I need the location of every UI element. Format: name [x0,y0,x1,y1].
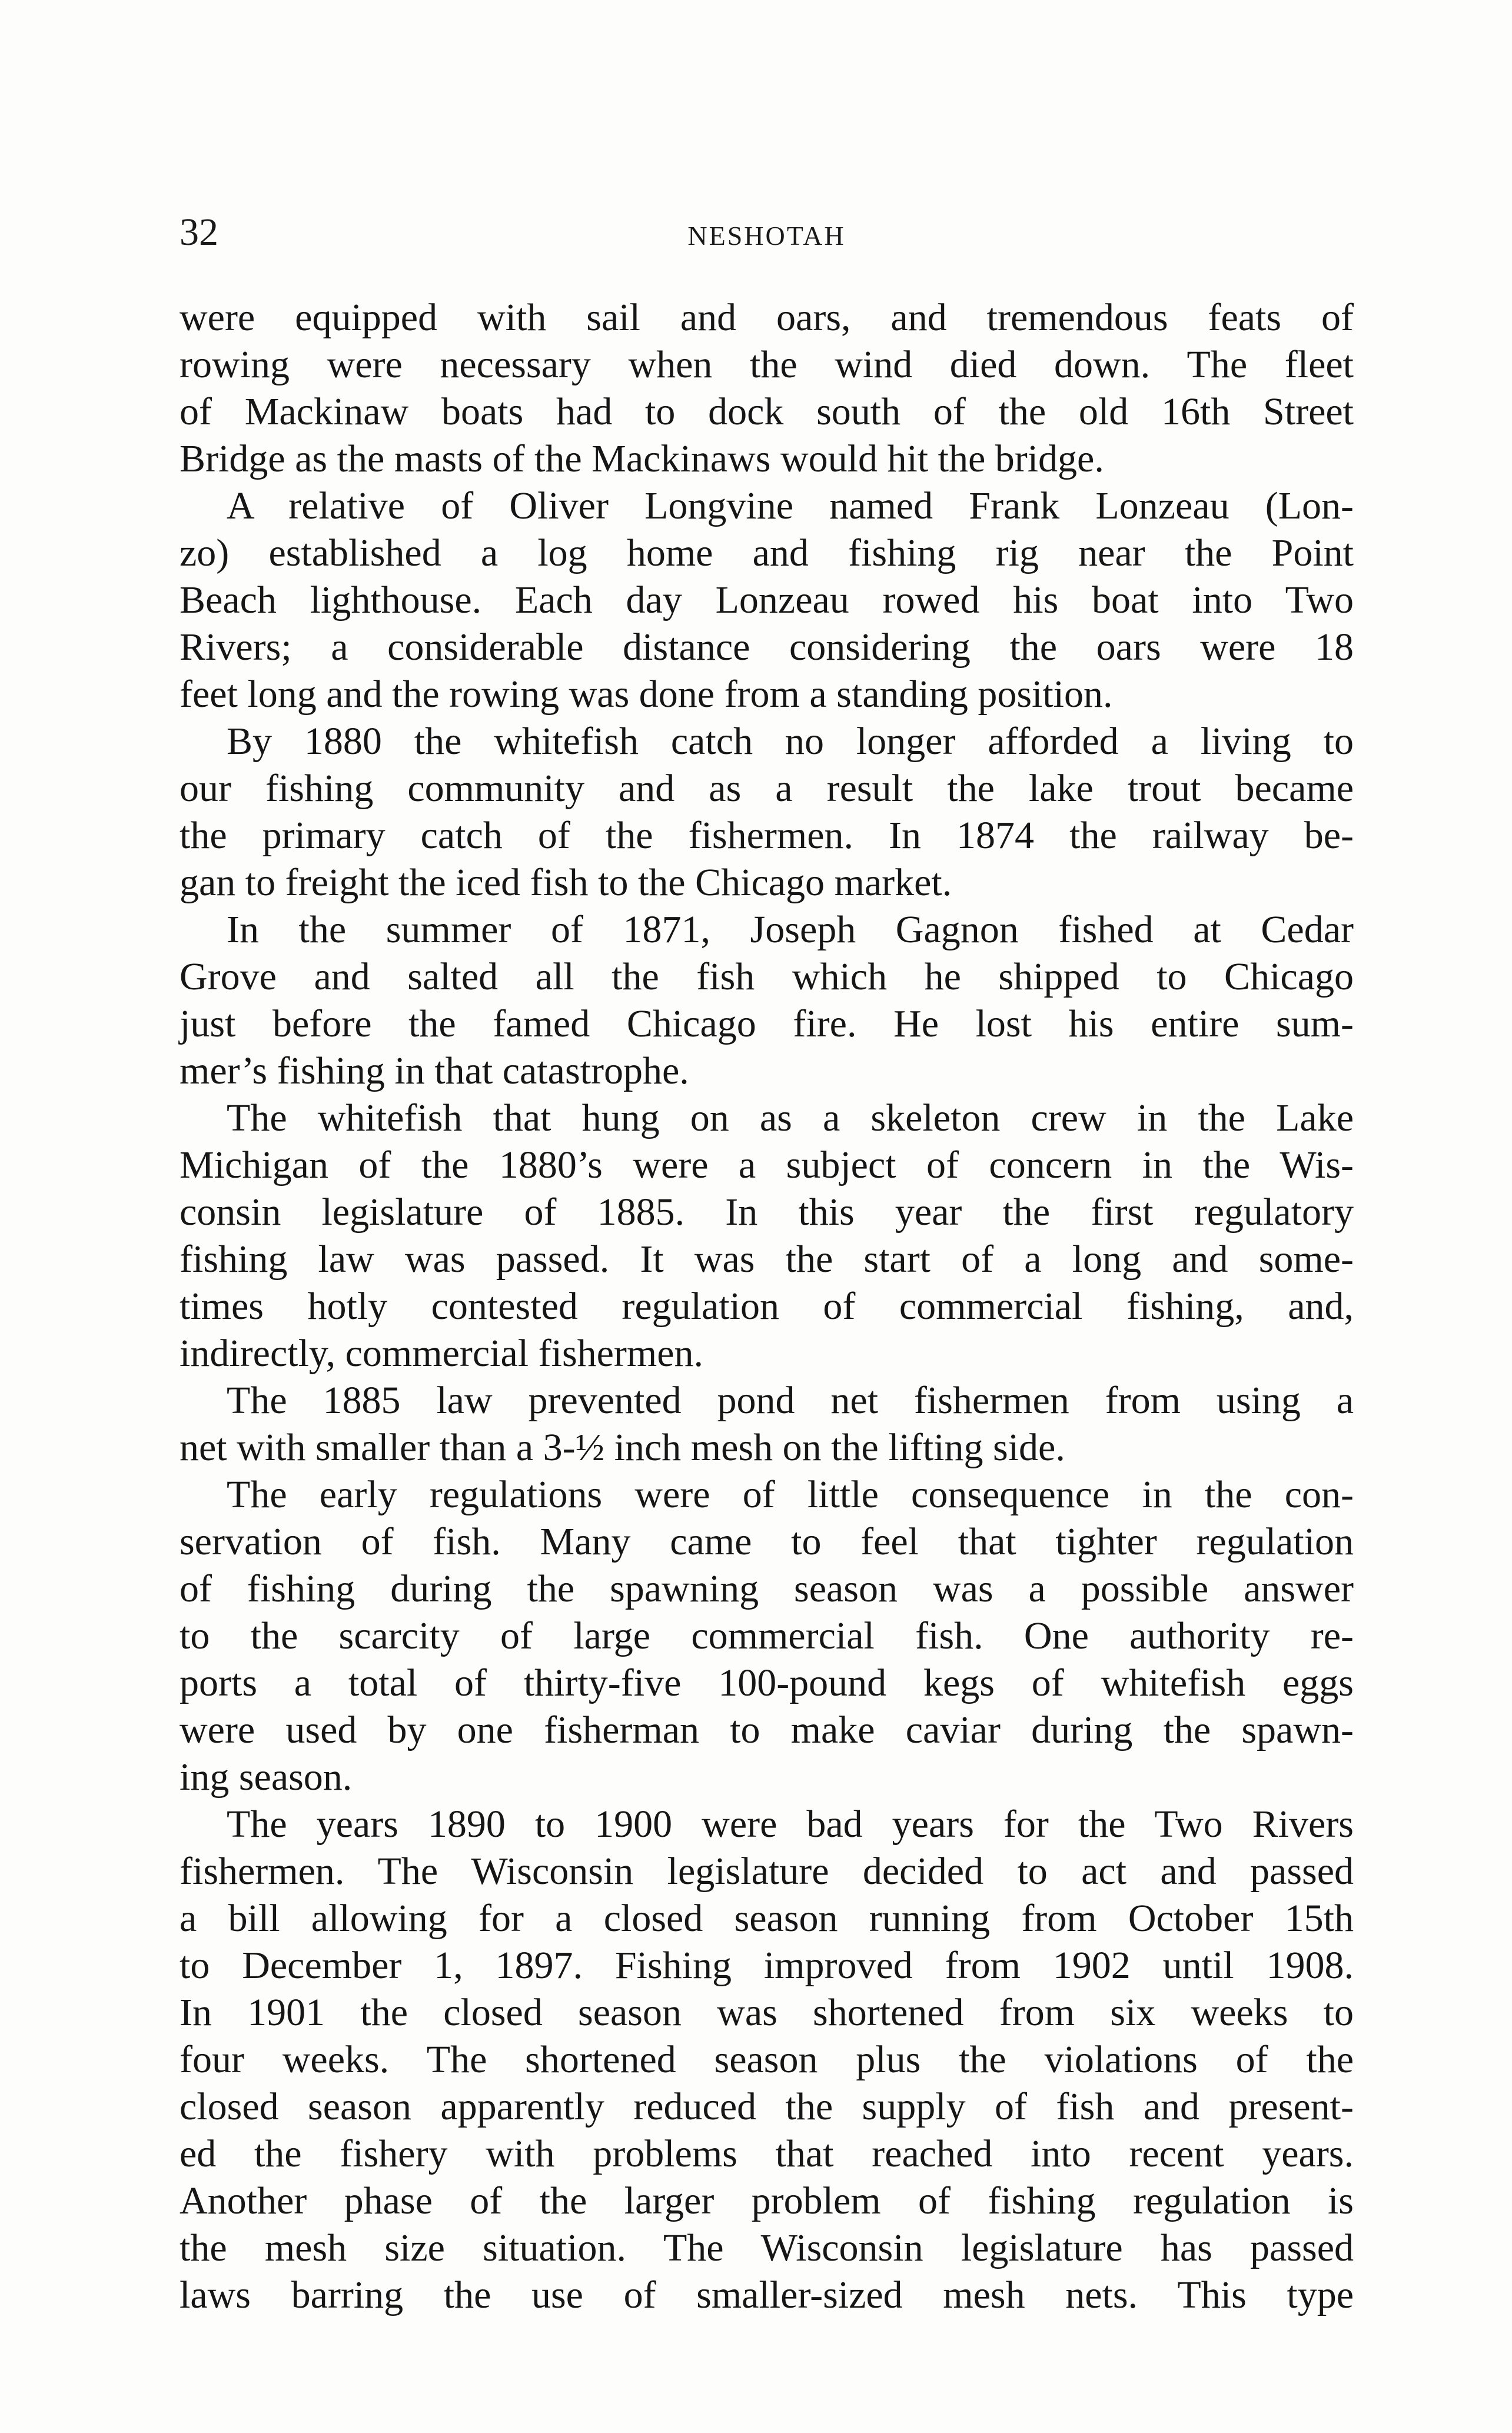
text-line: consin legislature of 1885. In this year the first regulatory [180,1191,1354,1234]
text-line: In the summer of 1871, Joseph Gagnon fished at Cedar [227,908,1354,951]
text-line: just before the famed Chicago fire. He lost his entire sum- [180,1002,1354,1045]
text-line: The 1885 law prevented pond net fishermen from using a [227,1379,1354,1422]
text-line: Grove and salted all the fish which he shipped to Chicago [180,955,1354,998]
text-line: Michigan of the 1880’s were a subject of concern in the Wis- [180,1144,1354,1186]
text-line: indirectly, commercial fishermen. [180,1332,704,1375]
text-line: times hotly contested regulation of commercial fishing, and, [180,1285,1354,1328]
page-header [180,209,1354,256]
text-line: to December 1, 1897. Fishing improved from 1902 until 1908. [180,1944,1354,1987]
text-line: the primary catch of the fishermen. In 1874 the railway be- [180,814,1354,857]
text-line: net with smaller than a 3-½ inch mesh on the lifting side. [180,1426,1065,1469]
page-number: 32 [180,211,218,254]
text-line: rowing were necessary when the wind died down. The fleet [180,343,1354,386]
text-line: In 1901 the closed season was shortened from six weeks to [180,1991,1354,2034]
text-line: ing season. [180,1756,353,1799]
text-line: fishermen. The Wisconsin legislature decided to act and passed [180,1850,1354,1893]
text-line: mer’s fishing in that catastrophe. [180,1049,689,1092]
text-line: the mesh size situation. The Wisconsin legislature has passed [180,2226,1354,2269]
text-line: The years 1890 to 1900 were bad years for the Two Rivers [227,1803,1354,1846]
text-line: were used by one fisherman to make caviar during the spawn- [180,1709,1354,1751]
text-line: servation of fish. Many came to feel that tighter regulation [180,1520,1354,1563]
text-line: laws barring the use of smaller-sized mesh nets. This type [180,2274,1354,2316]
text-line: were equipped with sail and oars, and tremendous feats of [180,296,1354,339]
text-line: The whitefish that hung on as a skeleton crew in the Lake [227,1096,1354,1139]
text-line: fishing law was passed. It was the start of a long and some- [180,1238,1354,1281]
text-line: ed the fishery with problems that reached into recent years. [180,2132,1354,2175]
text-line: a bill allowing for a closed season running from October 15th [180,1897,1354,1940]
text-line: Beach lighthouse. Each day Lonzeau rowed his boat into Two [180,579,1354,621]
text-line: Rivers; a considerable distance considering the oars were 18 [180,626,1354,669]
text-line: The early regulations were of little consequence in the con- [227,1473,1354,1516]
running-head: NESHOTAH [687,221,846,251]
text-line: ports a total of thirty-five 100-pound kegs of whitefish eggs [180,1661,1354,1704]
body-text [180,294,1354,2319]
text-line: By 1880 the whitefish catch no longer afforded a living to [227,720,1354,763]
text-line: of fishing during the spawning season was a possible answer [180,1567,1354,1610]
text-line: gan to freight the iced fish to the Chicago market. [180,861,952,904]
text-line: of Mackinaw boats had to dock south of the old 16th Street [180,390,1354,433]
text-line: zo) established a log home and fishing rig near the Point [180,531,1354,574]
text-line: Another phase of the larger problem of fishing regulation is [180,2179,1354,2222]
text-line: A relative of Oliver Longvine named Frank Lonzeau (Lon- [227,484,1354,527]
text-line: to the scarcity of large commercial fish. One authority re- [180,1614,1354,1657]
text-line: closed season apparently reduced the supply of fish and present- [180,2085,1354,2128]
text-line: feet long and the rowing was done from a standing position. [180,673,1113,716]
text-line: Bridge as the masts of the Mackinaws would hit the bridge. [180,437,1104,480]
text-line: our fishing community and as a result the lake trout became [180,767,1354,810]
text-line: four weeks. The shortened season plus the violations of the [180,2038,1354,2081]
